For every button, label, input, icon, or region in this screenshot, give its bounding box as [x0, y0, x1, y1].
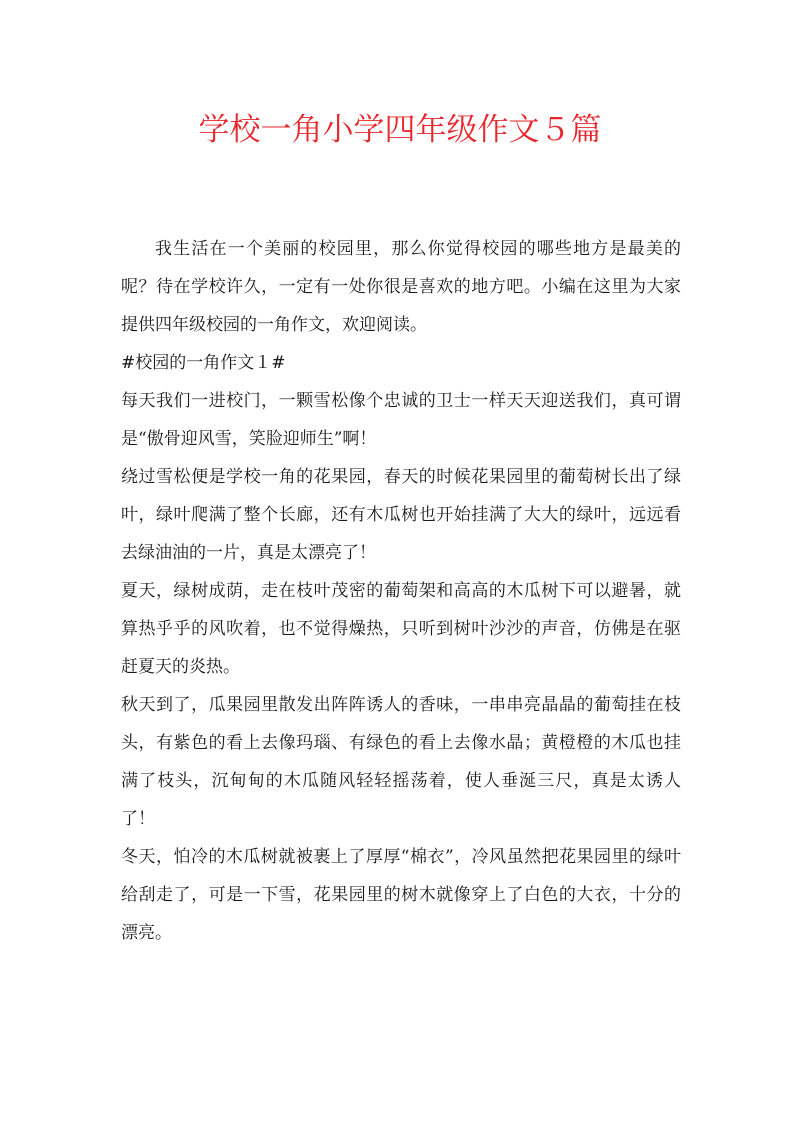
- document-title: 学校一角小学四年级作文５篇: [198, 112, 602, 148]
- body-paragraph: 秋天到了，瓜果园里散发出阵阵诱人的香味，一串串亮晶晶的葡萄挂在枝头，有紫色的看上去像玛瑙、有绿色的看上去像水晶；黄橙橙的木瓜也挂满了枝头，沉甸甸的木瓜随风轻轻摇荡着，使人垂涎三尺，真是太诱人了！: [121, 695, 681, 829]
- document-body: [121, 230, 681, 952]
- intro-paragraph: 我生活在一个美丽的校园里，那么你觉得校园的哪些地方是最美的呢？待在学校许久，一定有一处你很是喜欢的地方吧。小编在这里为大家提供四年级校园的一角作文，欢迎阅读。: [121, 239, 681, 335]
- section-heading: #校园的一角作文１#: [121, 353, 286, 373]
- body-paragraph: 冬天，怕冷的木瓜树就被裹上了厚厚“棉衣”，冷风虽然把花果园里的绿叶给刮走了，可是一下雪，花果园里的树木就像穿上了白色的大衣，十分的漂亮。: [121, 847, 681, 943]
- body-paragraph: 夏天，绿树成荫，走在枝叶茂密的葡萄架和高高的木瓜树下可以避暑，就算热乎乎的风吹着，也不觉得燥热，只听到树叶沙沙的声音，仿佛是在驱赶夏天的炎热。: [121, 581, 681, 677]
- body-paragraph: 每天我们一进校门，一颗雪松像个忠诚的卫士一样天天迎送我们，真可谓是“傲骨迎风雪，笑脸迎师生”啊！: [121, 391, 681, 449]
- body-paragraph: 绕过雪松便是学校一角的花果园，春天的时候花果园里的葡萄树长出了绿叶，绿叶爬满了整个长廊，还有木瓜树也开始挂满了大大的绿叶，远远看去绿油油的一片，真是太漂亮了！: [121, 467, 681, 563]
